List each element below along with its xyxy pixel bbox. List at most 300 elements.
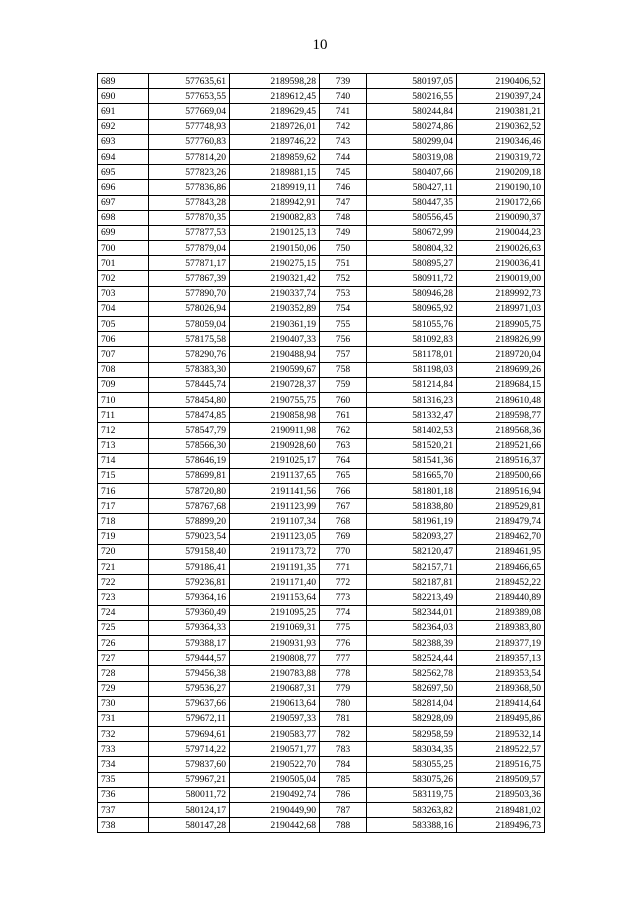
x-coordinate-cell: 583119,75 bbox=[367, 787, 457, 802]
x-coordinate-cell: 580011,72 bbox=[149, 787, 230, 802]
y-coordinate-cell: 2189440,89 bbox=[457, 590, 545, 605]
y-coordinate-cell: 2189353,54 bbox=[457, 666, 545, 681]
y-coordinate-cell: 2189521,66 bbox=[457, 438, 545, 453]
y-coordinate-cell: 2189720,04 bbox=[457, 347, 545, 362]
point-number-cell: 714 bbox=[98, 453, 149, 468]
point-number-cell: 753 bbox=[320, 286, 367, 301]
coordinates-table bbox=[97, 73, 545, 833]
point-number-cell: 772 bbox=[320, 575, 367, 590]
y-coordinate-cell: 2191123,99 bbox=[230, 499, 320, 514]
point-number-cell: 783 bbox=[320, 742, 367, 757]
point-number-cell: 745 bbox=[320, 165, 367, 180]
x-coordinate-cell: 579360,49 bbox=[149, 605, 230, 620]
table-row bbox=[98, 165, 545, 180]
y-coordinate-cell: 2190931,93 bbox=[230, 635, 320, 650]
y-coordinate-cell: 2190583,77 bbox=[230, 727, 320, 742]
y-coordinate-cell: 2190488,94 bbox=[230, 347, 320, 362]
x-coordinate-cell: 581961,19 bbox=[367, 514, 457, 529]
point-number-cell: 759 bbox=[320, 377, 367, 392]
y-coordinate-cell: 2189529,81 bbox=[457, 499, 545, 514]
table-row bbox=[98, 377, 545, 392]
y-coordinate-cell: 2190808,77 bbox=[230, 651, 320, 666]
x-coordinate-cell: 582344,01 bbox=[367, 605, 457, 620]
point-number-cell: 754 bbox=[320, 301, 367, 316]
x-coordinate-cell: 578026,94 bbox=[149, 301, 230, 316]
table-row bbox=[98, 575, 545, 590]
x-coordinate-cell: 581214,84 bbox=[367, 377, 457, 392]
y-coordinate-cell: 2191123,05 bbox=[230, 529, 320, 544]
y-coordinate-cell: 2189726,01 bbox=[230, 119, 320, 134]
y-coordinate-cell: 2189389,08 bbox=[457, 605, 545, 620]
x-coordinate-cell: 580244,84 bbox=[367, 104, 457, 119]
y-coordinate-cell: 2190125,13 bbox=[230, 225, 320, 240]
y-coordinate-cell: 2189992,73 bbox=[457, 286, 545, 301]
point-number-cell: 721 bbox=[98, 560, 149, 575]
point-number-cell: 748 bbox=[320, 210, 367, 225]
point-number-cell: 713 bbox=[98, 438, 149, 453]
x-coordinate-cell: 577823,26 bbox=[149, 165, 230, 180]
y-coordinate-cell: 2190407,33 bbox=[230, 332, 320, 347]
y-coordinate-cell: 2190275,15 bbox=[230, 256, 320, 271]
x-coordinate-cell: 579536,27 bbox=[149, 681, 230, 696]
point-number-cell: 741 bbox=[320, 104, 367, 119]
table-row bbox=[98, 301, 545, 316]
point-number-cell: 730 bbox=[98, 696, 149, 711]
point-number-cell: 691 bbox=[98, 104, 149, 119]
y-coordinate-cell: 2190319,72 bbox=[457, 149, 545, 164]
x-coordinate-cell: 580911,72 bbox=[367, 271, 457, 286]
point-number-cell: 786 bbox=[320, 787, 367, 802]
point-number-cell: 725 bbox=[98, 620, 149, 635]
y-coordinate-cell: 2191173,72 bbox=[230, 544, 320, 559]
table-row bbox=[98, 803, 545, 818]
point-number-cell: 732 bbox=[98, 727, 149, 742]
page-number: 10 bbox=[312, 37, 328, 53]
point-number-cell: 744 bbox=[320, 149, 367, 164]
table-row bbox=[98, 362, 545, 377]
point-number-cell: 765 bbox=[320, 468, 367, 483]
y-coordinate-cell: 2191137,65 bbox=[230, 468, 320, 483]
x-coordinate-cell: 582928,09 bbox=[367, 711, 457, 726]
y-coordinate-cell: 2189942,91 bbox=[230, 195, 320, 210]
point-number-cell: 692 bbox=[98, 119, 149, 134]
y-coordinate-cell: 2191095,25 bbox=[230, 605, 320, 620]
y-coordinate-cell: 2189377,19 bbox=[457, 635, 545, 650]
point-number-cell: 722 bbox=[98, 575, 149, 590]
x-coordinate-cell: 577890,70 bbox=[149, 286, 230, 301]
x-coordinate-cell: 583263,82 bbox=[367, 803, 457, 818]
table-row bbox=[98, 468, 545, 483]
y-coordinate-cell: 2191171,40 bbox=[230, 575, 320, 590]
x-coordinate-cell: 582814,04 bbox=[367, 696, 457, 711]
x-coordinate-cell: 583034,35 bbox=[367, 742, 457, 757]
point-number-cell: 763 bbox=[320, 438, 367, 453]
y-coordinate-cell: 2189500,66 bbox=[457, 468, 545, 483]
x-coordinate-cell: 579236,81 bbox=[149, 575, 230, 590]
x-coordinate-cell: 577843,28 bbox=[149, 195, 230, 210]
point-number-cell: 782 bbox=[320, 727, 367, 742]
y-coordinate-cell: 2189532,14 bbox=[457, 727, 545, 742]
point-number-cell: 698 bbox=[98, 210, 149, 225]
y-coordinate-cell: 2189509,57 bbox=[457, 772, 545, 787]
x-coordinate-cell: 580319,08 bbox=[367, 149, 457, 164]
x-coordinate-cell: 577748,93 bbox=[149, 119, 230, 134]
x-coordinate-cell: 581520,21 bbox=[367, 438, 457, 453]
y-coordinate-cell: 2190755,75 bbox=[230, 392, 320, 407]
point-number-cell: 764 bbox=[320, 453, 367, 468]
point-number-cell: 708 bbox=[98, 362, 149, 377]
y-coordinate-cell: 2190352,89 bbox=[230, 301, 320, 316]
table-row bbox=[98, 499, 545, 514]
point-number-cell: 777 bbox=[320, 651, 367, 666]
x-coordinate-cell: 579186,41 bbox=[149, 560, 230, 575]
y-coordinate-cell: 2190406,52 bbox=[457, 74, 545, 89]
table-row bbox=[98, 590, 545, 605]
table-row bbox=[98, 392, 545, 407]
x-coordinate-cell: 577760,83 bbox=[149, 134, 230, 149]
x-coordinate-cell: 579837,60 bbox=[149, 757, 230, 772]
point-number-cell: 746 bbox=[320, 180, 367, 195]
point-number-cell: 700 bbox=[98, 241, 149, 256]
x-coordinate-cell: 581541,36 bbox=[367, 453, 457, 468]
y-coordinate-cell: 2189481,02 bbox=[457, 803, 545, 818]
y-coordinate-cell: 2189516,94 bbox=[457, 484, 545, 499]
table-row bbox=[98, 271, 545, 286]
x-coordinate-cell: 577867,39 bbox=[149, 271, 230, 286]
x-coordinate-cell: 580804,32 bbox=[367, 241, 457, 256]
x-coordinate-cell: 580274,86 bbox=[367, 119, 457, 134]
y-coordinate-cell: 2190449,90 bbox=[230, 803, 320, 818]
point-number-cell: 778 bbox=[320, 666, 367, 681]
point-number-cell: 774 bbox=[320, 605, 367, 620]
y-coordinate-cell: 2190321,42 bbox=[230, 271, 320, 286]
x-coordinate-cell: 578720,80 bbox=[149, 484, 230, 499]
x-coordinate-cell: 582364,03 bbox=[367, 620, 457, 635]
x-coordinate-cell: 578383,30 bbox=[149, 362, 230, 377]
point-number-cell: 697 bbox=[98, 195, 149, 210]
x-coordinate-cell: 577871,17 bbox=[149, 256, 230, 271]
x-coordinate-cell: 581801,18 bbox=[367, 484, 457, 499]
table-row bbox=[98, 620, 545, 635]
x-coordinate-cell: 580672,99 bbox=[367, 225, 457, 240]
point-number-cell: 758 bbox=[320, 362, 367, 377]
x-coordinate-cell: 582697,50 bbox=[367, 681, 457, 696]
point-number-cell: 716 bbox=[98, 484, 149, 499]
point-number-cell: 703 bbox=[98, 286, 149, 301]
point-number-cell: 695 bbox=[98, 165, 149, 180]
table-row bbox=[98, 347, 545, 362]
x-coordinate-cell: 579637,66 bbox=[149, 696, 230, 711]
table-row bbox=[98, 332, 545, 347]
point-number-cell: 755 bbox=[320, 317, 367, 332]
x-coordinate-cell: 580427,11 bbox=[367, 180, 457, 195]
x-coordinate-cell: 582213,49 bbox=[367, 590, 457, 605]
y-coordinate-cell: 2189522,57 bbox=[457, 742, 545, 757]
y-coordinate-cell: 2190505,04 bbox=[230, 772, 320, 787]
x-coordinate-cell: 582958,59 bbox=[367, 727, 457, 742]
x-coordinate-cell: 581838,80 bbox=[367, 499, 457, 514]
point-number-cell: 718 bbox=[98, 514, 149, 529]
x-coordinate-cell: 581198,03 bbox=[367, 362, 457, 377]
point-number-cell: 785 bbox=[320, 772, 367, 787]
point-number-cell: 690 bbox=[98, 89, 149, 104]
y-coordinate-cell: 2189826,99 bbox=[457, 332, 545, 347]
point-number-cell: 761 bbox=[320, 408, 367, 423]
y-coordinate-cell: 2189598,77 bbox=[457, 408, 545, 423]
x-coordinate-cell: 577653,55 bbox=[149, 89, 230, 104]
point-number-cell: 788 bbox=[320, 818, 367, 833]
y-coordinate-cell: 2189479,74 bbox=[457, 514, 545, 529]
point-number-cell: 740 bbox=[320, 89, 367, 104]
y-coordinate-cell: 2189919,11 bbox=[230, 180, 320, 195]
table-row bbox=[98, 89, 545, 104]
x-coordinate-cell: 578175,58 bbox=[149, 332, 230, 347]
point-number-cell: 731 bbox=[98, 711, 149, 726]
x-coordinate-cell: 581332,47 bbox=[367, 408, 457, 423]
y-coordinate-cell: 2190346,46 bbox=[457, 134, 545, 149]
y-coordinate-cell: 2191141,56 bbox=[230, 484, 320, 499]
y-coordinate-cell: 2190190,10 bbox=[457, 180, 545, 195]
point-number-cell: 749 bbox=[320, 225, 367, 240]
table-row bbox=[98, 453, 545, 468]
table-row bbox=[98, 605, 545, 620]
point-number-cell: 728 bbox=[98, 666, 149, 681]
x-coordinate-cell: 579158,40 bbox=[149, 544, 230, 559]
point-number-cell: 719 bbox=[98, 529, 149, 544]
table-row bbox=[98, 74, 545, 89]
x-coordinate-cell: 578290,76 bbox=[149, 347, 230, 362]
y-coordinate-cell: 2189568,36 bbox=[457, 423, 545, 438]
y-coordinate-cell: 2190613,64 bbox=[230, 696, 320, 711]
table-row bbox=[98, 544, 545, 559]
table-row bbox=[98, 711, 545, 726]
y-coordinate-cell: 2189905,75 bbox=[457, 317, 545, 332]
point-number-cell: 733 bbox=[98, 742, 149, 757]
table-row bbox=[98, 742, 545, 757]
table-row bbox=[98, 134, 545, 149]
point-number-cell: 742 bbox=[320, 119, 367, 134]
point-number-cell: 696 bbox=[98, 180, 149, 195]
y-coordinate-cell: 2189629,45 bbox=[230, 104, 320, 119]
x-coordinate-cell: 578547,79 bbox=[149, 423, 230, 438]
y-coordinate-cell: 2189684,15 bbox=[457, 377, 545, 392]
x-coordinate-cell: 583388,16 bbox=[367, 818, 457, 833]
point-number-cell: 743 bbox=[320, 134, 367, 149]
y-coordinate-cell: 2191069,31 bbox=[230, 620, 320, 635]
point-number-cell: 752 bbox=[320, 271, 367, 286]
y-coordinate-cell: 2191191,35 bbox=[230, 560, 320, 575]
y-coordinate-cell: 2190492,74 bbox=[230, 787, 320, 802]
y-coordinate-cell: 2190571,77 bbox=[230, 742, 320, 757]
table-row bbox=[98, 529, 545, 544]
table-row bbox=[98, 484, 545, 499]
point-number-cell: 734 bbox=[98, 757, 149, 772]
table-row bbox=[98, 408, 545, 423]
y-coordinate-cell: 2190442,68 bbox=[230, 818, 320, 833]
y-coordinate-cell: 2191025,17 bbox=[230, 453, 320, 468]
y-coordinate-cell: 2189461,95 bbox=[457, 544, 545, 559]
x-coordinate-cell: 581665,70 bbox=[367, 468, 457, 483]
x-coordinate-cell: 579714,22 bbox=[149, 742, 230, 757]
table-row bbox=[98, 317, 545, 332]
table-row bbox=[98, 104, 545, 119]
x-coordinate-cell: 582524,44 bbox=[367, 651, 457, 666]
y-coordinate-cell: 2190928,60 bbox=[230, 438, 320, 453]
y-coordinate-cell: 2189452,22 bbox=[457, 575, 545, 590]
y-coordinate-cell: 2189598,28 bbox=[230, 74, 320, 89]
table-row bbox=[98, 438, 545, 453]
point-number-cell: 706 bbox=[98, 332, 149, 347]
x-coordinate-cell: 580197,05 bbox=[367, 74, 457, 89]
x-coordinate-cell: 579694,61 bbox=[149, 727, 230, 742]
y-coordinate-cell: 2190082,83 bbox=[230, 210, 320, 225]
point-number-cell: 715 bbox=[98, 468, 149, 483]
x-coordinate-cell: 579388,17 bbox=[149, 635, 230, 650]
table-row bbox=[98, 651, 545, 666]
point-number-cell: 702 bbox=[98, 271, 149, 286]
y-coordinate-cell: 2189368,50 bbox=[457, 681, 545, 696]
point-number-cell: 739 bbox=[320, 74, 367, 89]
y-coordinate-cell: 2190783,88 bbox=[230, 666, 320, 681]
x-coordinate-cell: 578646,19 bbox=[149, 453, 230, 468]
table-row bbox=[98, 149, 545, 164]
x-coordinate-cell: 579967,21 bbox=[149, 772, 230, 787]
table-row bbox=[98, 514, 545, 529]
x-coordinate-cell: 580124,17 bbox=[149, 803, 230, 818]
point-number-cell: 723 bbox=[98, 590, 149, 605]
x-coordinate-cell: 581316,23 bbox=[367, 392, 457, 407]
point-number-cell: 747 bbox=[320, 195, 367, 210]
x-coordinate-cell: 579023,54 bbox=[149, 529, 230, 544]
point-number-cell: 735 bbox=[98, 772, 149, 787]
x-coordinate-cell: 582157,71 bbox=[367, 560, 457, 575]
table-row bbox=[98, 666, 545, 681]
y-coordinate-cell: 2189503,36 bbox=[457, 787, 545, 802]
x-coordinate-cell: 579456,38 bbox=[149, 666, 230, 681]
point-number-cell: 720 bbox=[98, 544, 149, 559]
table-row bbox=[98, 727, 545, 742]
y-coordinate-cell: 2190019,00 bbox=[457, 271, 545, 286]
x-coordinate-cell: 578899,20 bbox=[149, 514, 230, 529]
y-coordinate-cell: 2189414,64 bbox=[457, 696, 545, 711]
point-number-cell: 784 bbox=[320, 757, 367, 772]
y-coordinate-cell: 2189859,62 bbox=[230, 149, 320, 164]
point-number-cell: 779 bbox=[320, 681, 367, 696]
x-coordinate-cell: 577669,04 bbox=[149, 104, 230, 119]
x-coordinate-cell: 579364,16 bbox=[149, 590, 230, 605]
point-number-cell: 701 bbox=[98, 256, 149, 271]
y-coordinate-cell: 2190911,98 bbox=[230, 423, 320, 438]
x-coordinate-cell: 580965,92 bbox=[367, 301, 457, 316]
x-coordinate-cell: 582388,39 bbox=[367, 635, 457, 650]
y-coordinate-cell: 2190597,33 bbox=[230, 711, 320, 726]
x-coordinate-cell: 577836,86 bbox=[149, 180, 230, 195]
x-coordinate-cell: 580447,35 bbox=[367, 195, 457, 210]
x-coordinate-cell: 578445,74 bbox=[149, 377, 230, 392]
table-row bbox=[98, 772, 545, 787]
point-number-cell: 727 bbox=[98, 651, 149, 666]
point-number-cell: 717 bbox=[98, 499, 149, 514]
x-coordinate-cell: 581055,76 bbox=[367, 317, 457, 332]
y-coordinate-cell: 2190522,70 bbox=[230, 757, 320, 772]
y-coordinate-cell: 2189466,65 bbox=[457, 560, 545, 575]
x-coordinate-cell: 578059,04 bbox=[149, 317, 230, 332]
table-row bbox=[98, 423, 545, 438]
point-number-cell: 766 bbox=[320, 484, 367, 499]
y-coordinate-cell: 2190381,21 bbox=[457, 104, 545, 119]
point-number-cell: 751 bbox=[320, 256, 367, 271]
point-number-cell: 760 bbox=[320, 392, 367, 407]
table-row bbox=[98, 787, 545, 802]
x-coordinate-cell: 580299,04 bbox=[367, 134, 457, 149]
x-coordinate-cell: 579672,11 bbox=[149, 711, 230, 726]
x-coordinate-cell: 580556,45 bbox=[367, 210, 457, 225]
x-coordinate-cell: 578767,68 bbox=[149, 499, 230, 514]
y-coordinate-cell: 2190044,23 bbox=[457, 225, 545, 240]
y-coordinate-cell: 2189971,03 bbox=[457, 301, 545, 316]
x-coordinate-cell: 578454,80 bbox=[149, 392, 230, 407]
point-number-cell: 768 bbox=[320, 514, 367, 529]
table-row bbox=[98, 757, 545, 772]
table-row bbox=[98, 195, 545, 210]
point-number-cell: 775 bbox=[320, 620, 367, 635]
point-number-cell: 780 bbox=[320, 696, 367, 711]
table-row bbox=[98, 635, 545, 650]
y-coordinate-cell: 2189699,26 bbox=[457, 362, 545, 377]
x-coordinate-cell: 580407,66 bbox=[367, 165, 457, 180]
x-coordinate-cell: 577877,53 bbox=[149, 225, 230, 240]
y-coordinate-cell: 2189612,45 bbox=[230, 89, 320, 104]
y-coordinate-cell: 2189746,22 bbox=[230, 134, 320, 149]
y-coordinate-cell: 2190599,67 bbox=[230, 362, 320, 377]
table-row bbox=[98, 225, 545, 240]
x-coordinate-cell: 582562,78 bbox=[367, 666, 457, 681]
x-coordinate-cell: 580147,28 bbox=[149, 818, 230, 833]
y-coordinate-cell: 2190397,24 bbox=[457, 89, 545, 104]
y-coordinate-cell: 2189610,48 bbox=[457, 392, 545, 407]
point-number-cell: 709 bbox=[98, 377, 149, 392]
point-number-cell: 750 bbox=[320, 241, 367, 256]
point-number-cell: 770 bbox=[320, 544, 367, 559]
y-coordinate-cell: 2189516,75 bbox=[457, 757, 545, 772]
x-coordinate-cell: 578699,81 bbox=[149, 468, 230, 483]
x-coordinate-cell: 581178,01 bbox=[367, 347, 457, 362]
x-coordinate-cell: 577879,04 bbox=[149, 241, 230, 256]
x-coordinate-cell: 577814,20 bbox=[149, 149, 230, 164]
point-number-cell: 724 bbox=[98, 605, 149, 620]
point-number-cell: 729 bbox=[98, 681, 149, 696]
point-number-cell: 736 bbox=[98, 787, 149, 802]
point-number-cell: 776 bbox=[320, 635, 367, 650]
point-number-cell: 726 bbox=[98, 635, 149, 650]
point-number-cell: 781 bbox=[320, 711, 367, 726]
table-row bbox=[98, 241, 545, 256]
x-coordinate-cell: 582093,27 bbox=[367, 529, 457, 544]
x-coordinate-cell: 577870,35 bbox=[149, 210, 230, 225]
y-coordinate-cell: 2190036,41 bbox=[457, 256, 545, 271]
x-coordinate-cell: 581092,83 bbox=[367, 332, 457, 347]
table-row bbox=[98, 696, 545, 711]
x-coordinate-cell: 582120,47 bbox=[367, 544, 457, 559]
y-coordinate-cell: 2190361,19 bbox=[230, 317, 320, 332]
point-number-cell: 710 bbox=[98, 392, 149, 407]
point-number-cell: 756 bbox=[320, 332, 367, 347]
table-row bbox=[98, 180, 545, 195]
y-coordinate-cell: 2190687,31 bbox=[230, 681, 320, 696]
point-number-cell: 769 bbox=[320, 529, 367, 544]
point-number-cell: 699 bbox=[98, 225, 149, 240]
point-number-cell: 712 bbox=[98, 423, 149, 438]
